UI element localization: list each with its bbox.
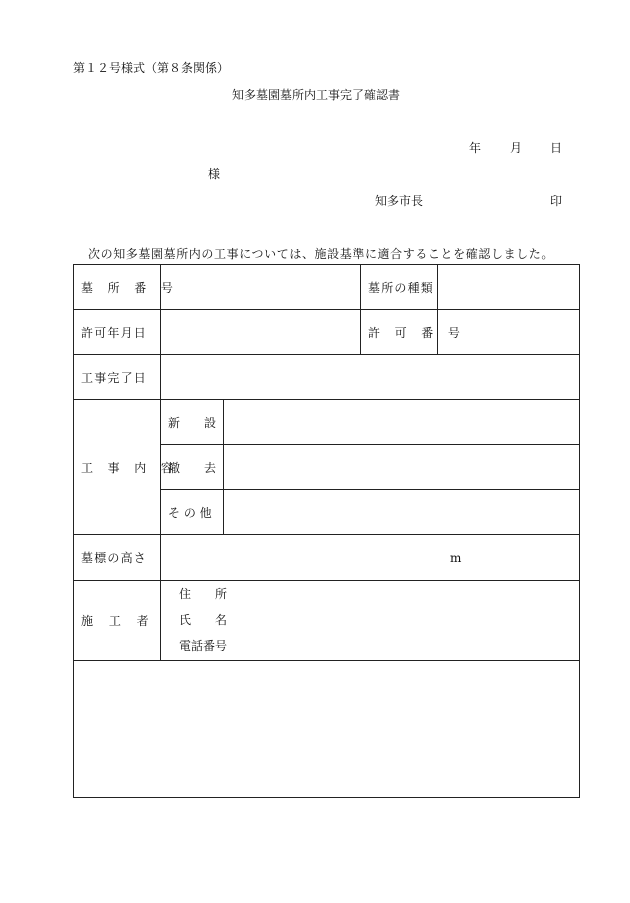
- removal-label: 撤 去: [161, 445, 224, 490]
- other-work-label: そ の 他: [161, 490, 224, 535]
- form-number: 第１２号様式（第８条関係）: [73, 61, 230, 75]
- grave-type-field[interactable]: [438, 265, 580, 310]
- tombstone-height-label: 墓標の高さ: [74, 535, 161, 580]
- new-construction-field[interactable]: [224, 400, 580, 445]
- completion-form-table: [73, 264, 580, 798]
- removal-field[interactable]: [224, 445, 580, 490]
- issuer-name: 知多市長: [375, 194, 424, 208]
- completion-date-label: 工事完了日: [74, 355, 161, 400]
- date-year-label: 年: [469, 141, 482, 155]
- addressee-suffix: 様: [208, 167, 221, 181]
- seal-mark: 印: [550, 194, 563, 208]
- name-label: 氏 名: [179, 613, 228, 628]
- phone-label: 電話番号: [179, 639, 228, 654]
- permit-date-field[interactable]: [161, 310, 361, 355]
- table-row: [74, 580, 580, 660]
- date-month-label: 月: [510, 141, 523, 155]
- table-row: [74, 310, 580, 355]
- permit-number-label: 許 可 番 号: [361, 310, 438, 355]
- date-day-label: 日: [550, 141, 563, 155]
- table-row: [74, 535, 580, 580]
- height-unit: m: [450, 550, 462, 565]
- confirmation-statement: 次の知多墓園墓所内の工事については、施設基準に適合することを確認しました。: [88, 247, 554, 261]
- grave-number-field[interactable]: [161, 265, 361, 310]
- grave-number-label: 墓 所 番 号: [74, 265, 161, 310]
- tombstone-height-field[interactable]: [161, 535, 580, 580]
- other-work-field[interactable]: [224, 490, 580, 535]
- table-row: [74, 400, 580, 445]
- work-content-label: 工 事 内 容: [74, 400, 161, 535]
- table-row: [74, 265, 580, 310]
- contractor-label: 施 工 者: [74, 580, 161, 660]
- document-title: 知多墓園墓所内工事完了確認書: [232, 88, 401, 102]
- new-construction-label: 新 設: [161, 400, 224, 445]
- permit-date-label: 許可年月日: [74, 310, 161, 355]
- table-row: [74, 355, 580, 400]
- table-row: [74, 660, 580, 797]
- remarks-field[interactable]: [74, 660, 580, 797]
- completion-date-field[interactable]: [161, 355, 580, 400]
- contractor-field[interactable]: [161, 580, 580, 660]
- grave-type-label: 墓所の種類: [361, 265, 438, 310]
- address-label: 住 所: [179, 587, 228, 602]
